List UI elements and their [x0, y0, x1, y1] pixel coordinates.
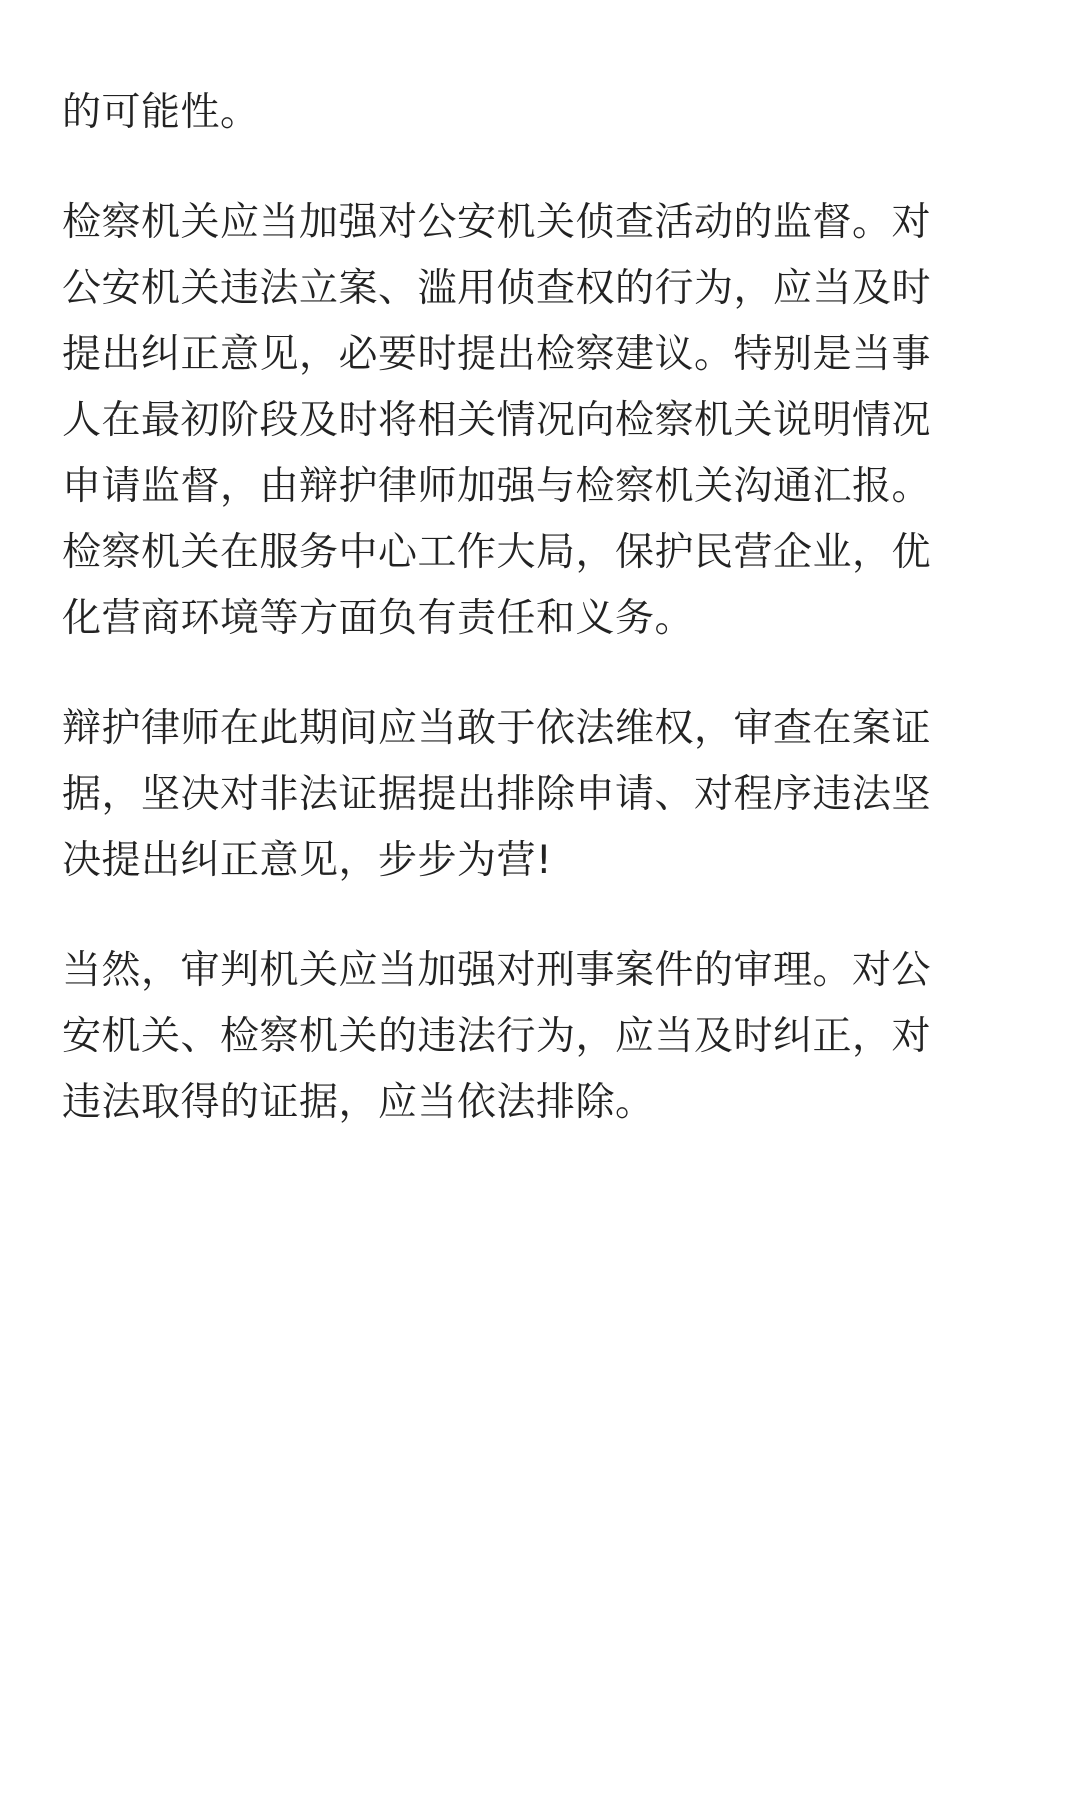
text-line: 的可能性。 — [62, 90, 260, 135]
text-line: 辩护律师在此期间应当敢于依法维权，审查在案证 — [62, 706, 932, 751]
text-line: 违法取得的证据，应当依法排除。 — [62, 1080, 655, 1125]
text-line: 提出纠正意见，必要时提出检察建议。特别是当事 — [62, 332, 932, 377]
text-line: 人在最初阶段及时将相关情况向检察机关说明情况 — [62, 398, 932, 443]
paragraph-2 — [62, 190, 1022, 652]
text-line: 安机关、检察机关的违法行为，应当及时纠正，对 — [62, 1014, 932, 1059]
text-line: 当然，审判机关应当加强对刑事案件的审理。对公 — [62, 948, 932, 993]
text-line: 检察机关在服务中心工作大局，保护民营企业，优 — [62, 530, 932, 575]
text-line: 决提出纠正意见，步步为营! — [62, 838, 553, 883]
text-line: 化营商环境等方面负有责任和义务。 — [62, 596, 695, 641]
text-line: 申请监督，由辩护律师加强与检察机关沟通汇报。 — [62, 464, 932, 509]
paragraph-3 — [62, 696, 1022, 894]
article-body — [62, 80, 1022, 1180]
paragraph-1 — [62, 80, 1022, 146]
paragraph-4 — [62, 938, 1022, 1136]
text-line: 公安机关违法立案、滥用侦查权的行为，应当及时 — [62, 266, 932, 311]
text-line: 检察机关应当加强对公安机关侦查活动的监督。对 — [62, 200, 932, 245]
text-line: 据，坚决对非法证据提出排除申请、对程序违法坚 — [62, 772, 932, 817]
